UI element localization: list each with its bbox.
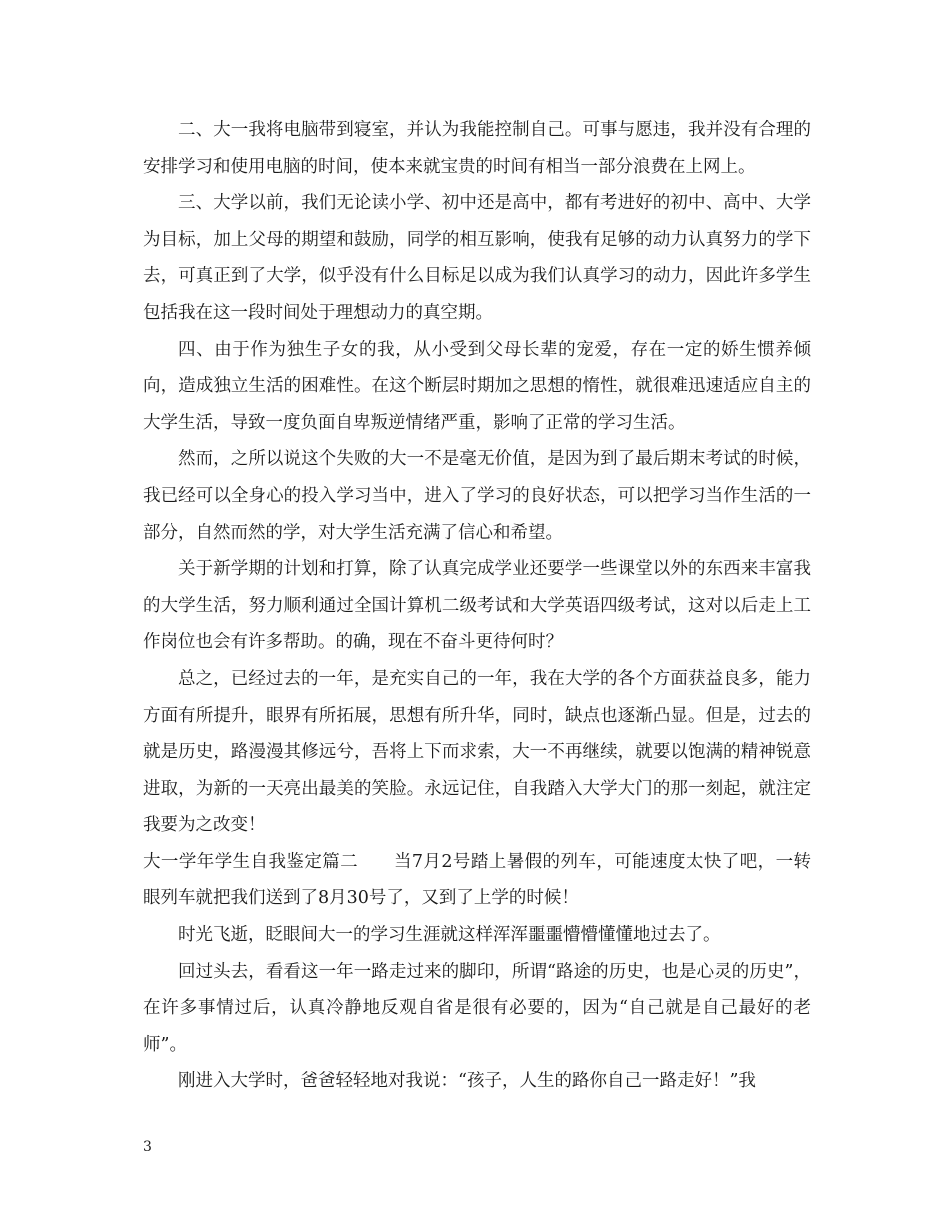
paragraph-time-flies: 时光飞逝，眨眼间大一的学习生涯就这样浑浑噩噩懵懵懂懂地过去了。 [178,925,721,946]
page-number: 3 [143,1139,152,1155]
paragraph-new-semester-plan: 关于新学期的计划和打算，除了认真完成学业还要学一些课堂以外的东西来丰富我的大学生活，努力顺利通过全国计算机二级考试和大学英语四级考试，这对以后走上工作岗位也会有许多帮助。的确，现在不奋斗更待何时？ [143,559,811,653]
paragraph-2: 二、大一我将电脑带到寝室，并认为我能控制自己。可事与愿违，我并没有合理的安排学习和使用电脑的时间，使本来就宝贵的时间有相当一部分浪费在上网上。 [143,120,811,177]
paragraph-looking-back: 回过头去，看看这一年一路走过来的脚印，所谓“路途的历史，也是心灵的历史”，在许多事情过后，认真冷静地反观自省是很有必要的，因为“自己就是自己最好的老师”。 [143,961,811,1055]
paragraph-3: 三、大学以前，我们无论读小学、初中还是高中，都有考进好的初中、高中、大学为目标，加上父母的期望和鼓励，同学的相互影响，使我有足够的动力认真努力的学下去，可真正到了大学，似乎没有什么目标足以成为我们认真学习的动力，因此许多学生包括我在这一段时间处于理想动力的真空期。 [143,193,811,323]
paragraph-however: 然而，之所以说这个失败的大一不是毫无价值，是因为到了最后期末考试的时候，我已经可以全身心的投入学习当中，进入了学习的良好状态，可以把学习当作生活的一部分，自然而然的学，对大学生活充满了信心和希望。 [143,449,811,543]
document-body [143,112,811,1100]
paragraph-summary: 总之，已经过去的一年，是充实自己的一年，我在大学的各个方面获益良多，能力方面有所提升，眼界有所拓展，思想有所升华，同时，缺点也逐渐凸显。但是，过去的就是历史，路漫漫其修远兮，吾将上下而求索，大一不再继续，就要以饱满的精神锐意进取，为新的一天亮出最美的笑脸。永远记住，自我踏入大学大门的那一刻起，就注定我要为之改变！ [143,668,811,836]
section-heading-part-two: 大一学年学生自我鉴定篇二 当7月2号踏上暑假的列车，可能速度太快了吧，一转眼列车就把我们送到了8月30号了，又到了上学的时候！ [143,851,811,909]
paragraph-entering-university: 刚进入大学时，爸爸轻轻地对我说：“孩子，人生的路你自己一路走好！”我 [178,1071,756,1092]
paragraph-4: 四、由于作为独生子女的我，从小受到父母长辈的宠爱，存在一定的娇生惯养倾向，造成独立生活的困难性。在这个断层时期加之思想的惰性，就很难迅速适应自主的大学生活，导致一度负面自卑叛逆情绪严重，影响了正常的学习生活。 [143,339,811,433]
